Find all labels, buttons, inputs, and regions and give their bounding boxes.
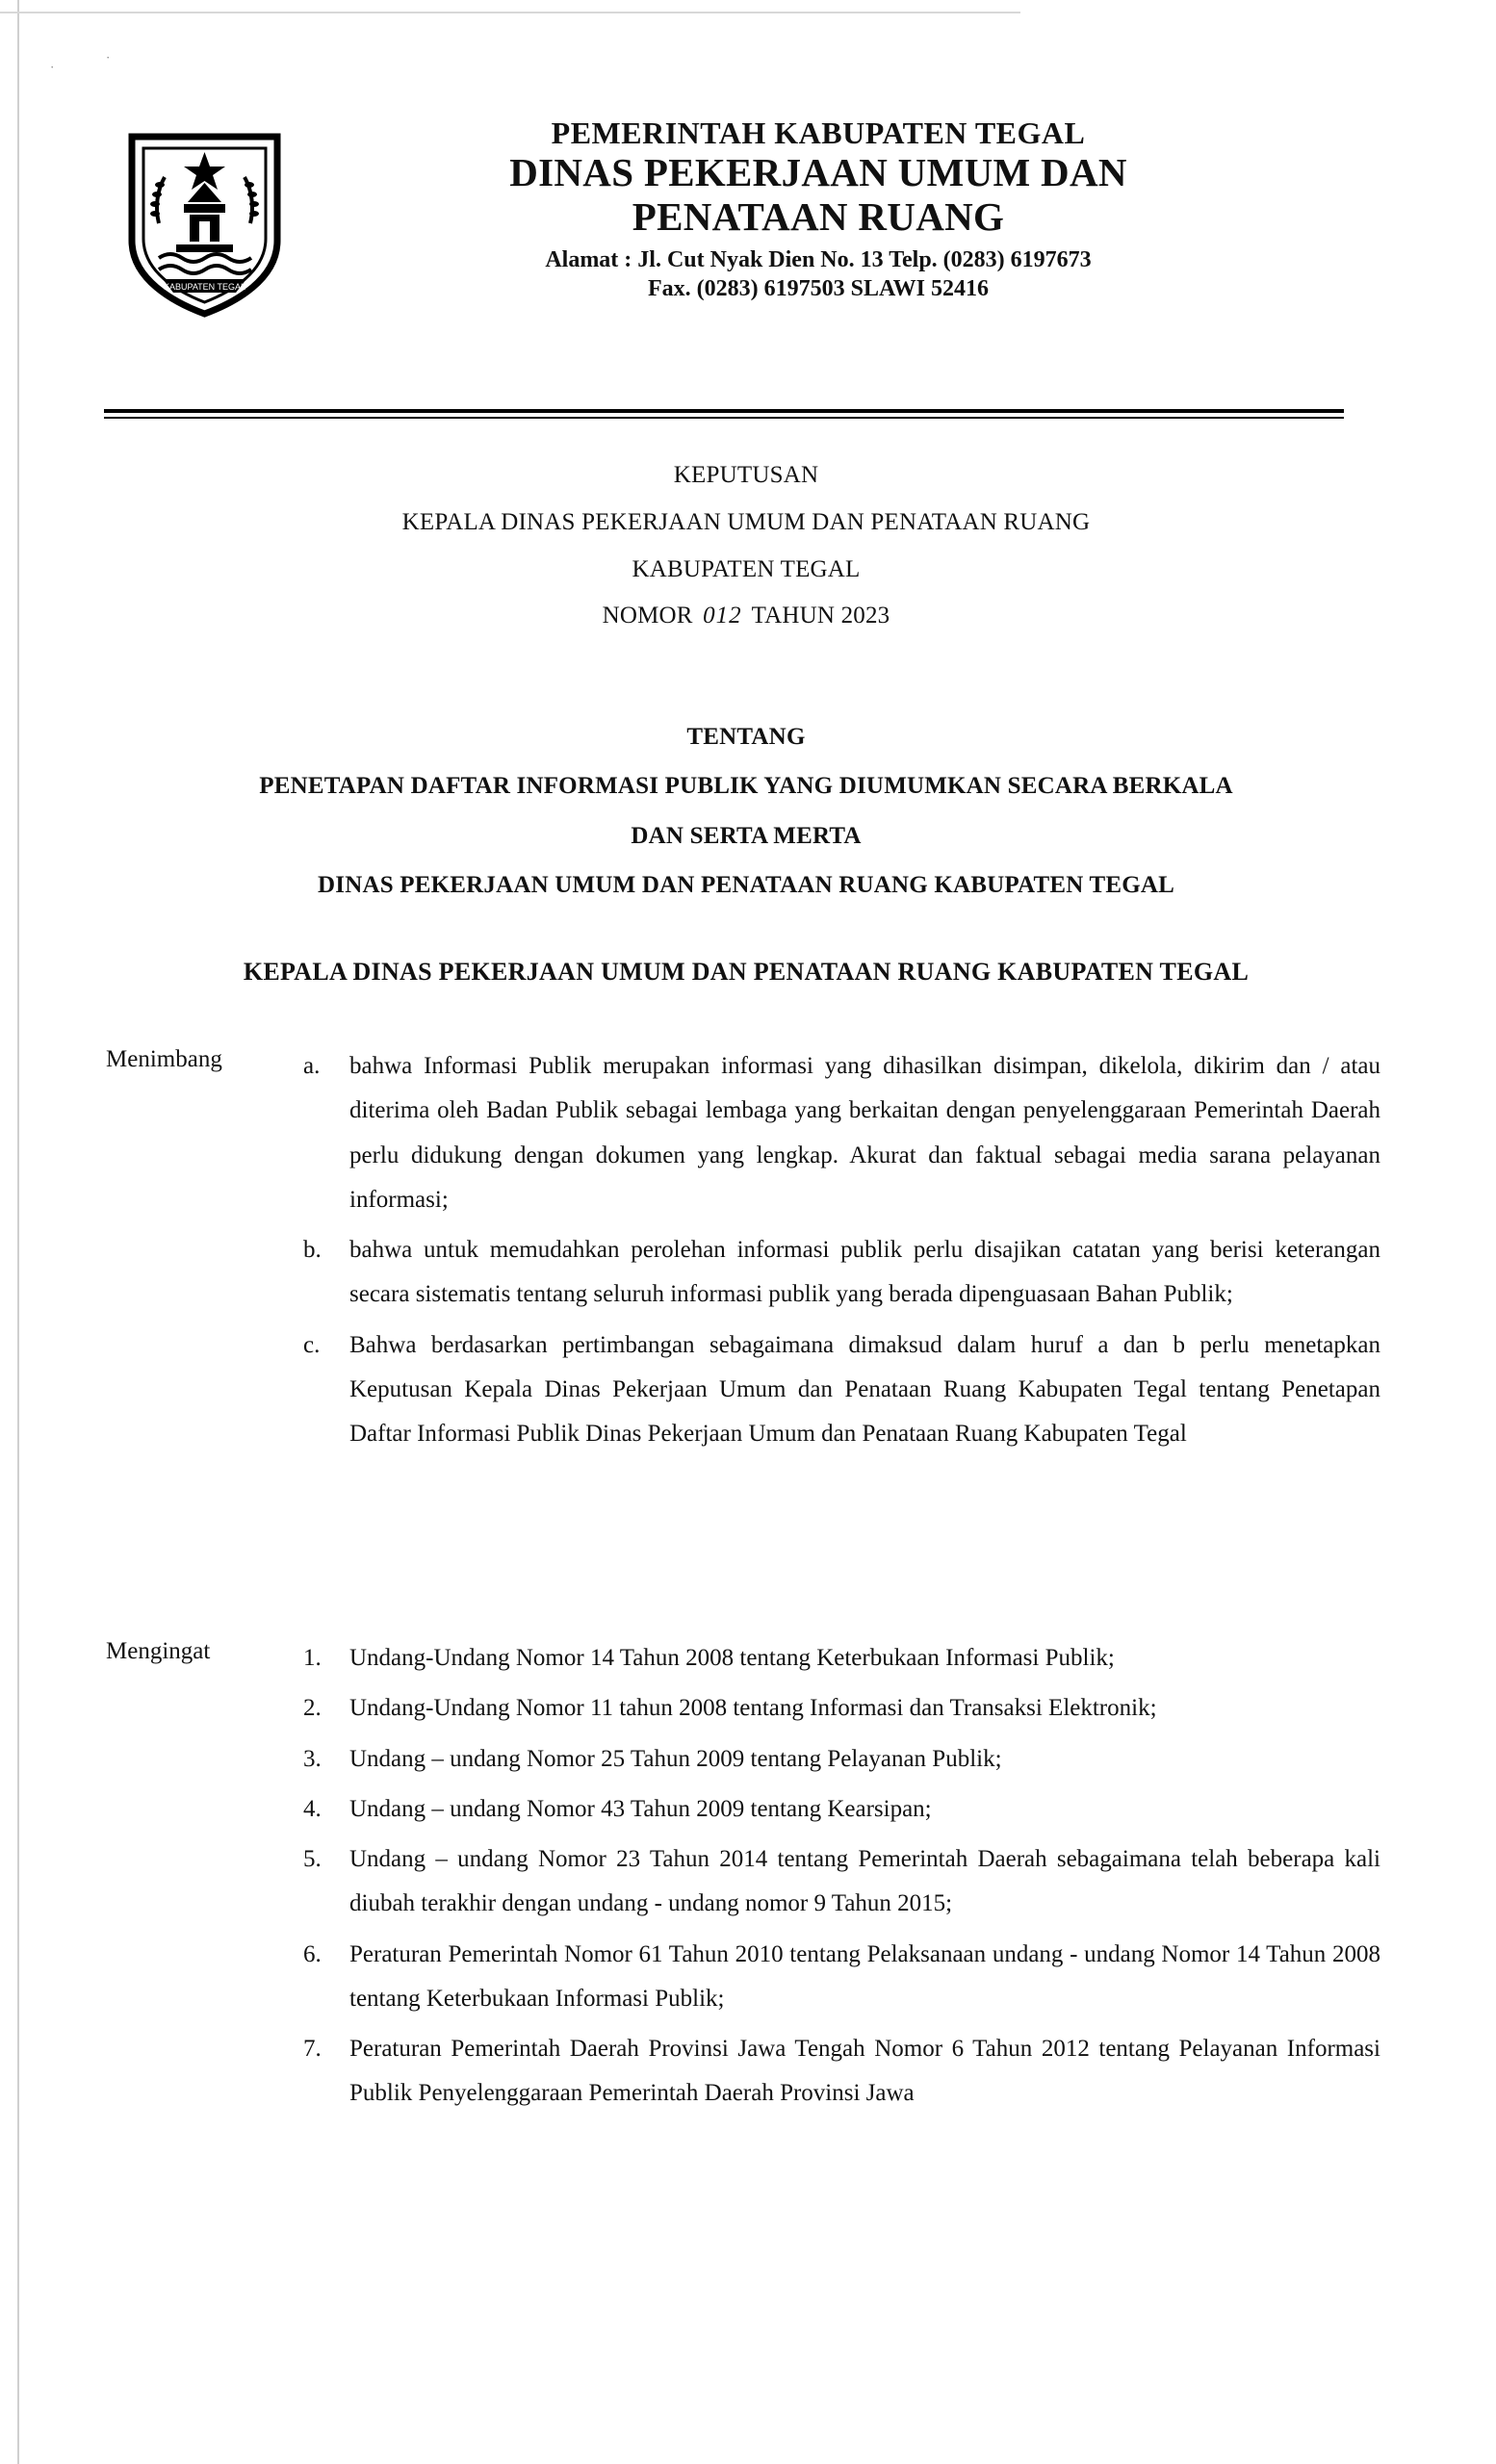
list-item-marker: 4. bbox=[303, 1795, 322, 1822]
list-item-marker: 3. bbox=[303, 1745, 322, 1772]
address-line: Alamat : Jl. Cut Nyak Dien No. 13 Telp. (0283) 6197673 bbox=[545, 246, 1092, 272]
subject-line-1: PENETAPAN DAFTAR INFORMASI PUBLIK YANG DIUMUMKAN SECARA BERKALA bbox=[259, 773, 1233, 800]
list-item bbox=[303, 1787, 1386, 1832]
title-regency: KABUPATEN TEGAL bbox=[632, 555, 861, 582]
list-item-marker: c. bbox=[303, 1331, 321, 1358]
list-item-marker: 5. bbox=[303, 1846, 322, 1872]
list-item-text: Undang-Undang Nomor 11 tahun 2008 tentang Informasi dan Transaksi Elektronik; bbox=[349, 1695, 1157, 1722]
department-name-line1: DINAS PEKERJAAN UMUM DAN bbox=[509, 149, 1127, 194]
list-item bbox=[303, 2027, 1386, 2117]
list-item bbox=[303, 1636, 1386, 1681]
scan-edge-line-top bbox=[0, 12, 1020, 13]
list-item-marker: b. bbox=[303, 1237, 322, 1263]
subject-line-3: DINAS PEKERJAAN UMUM DAN PENATAAN RUANG KABUPATEN TEGAL bbox=[318, 871, 1174, 898]
nomor-year: TAHUN 2023 bbox=[751, 603, 890, 629]
issuing-authority: KEPALA DINAS PEKERJAAN UMUM DAN PENATAAN RUANG KABUPATEN TEGAL bbox=[243, 958, 1250, 986]
scan-edge-line-left bbox=[17, 0, 19, 2464]
scan-speck-icon: · bbox=[106, 50, 111, 64]
subject-block bbox=[116, 712, 1377, 910]
letterhead bbox=[96, 116, 1386, 320]
list-item bbox=[303, 1933, 1386, 2022]
list-item-marker: 2. bbox=[303, 1695, 322, 1722]
list-item bbox=[303, 1228, 1386, 1318]
list-item-text: Bahwa berdasarkan pertimbangan sebagaimana dimaksud dalam huruf a dan b perlu menetapkan Keputusan Kepala Dinas Pekerjaan Umum dan Penataan Ruang Kabupaten Tegal tentang Penetapan Daftar Informasi Publik Dinas Pekerjaan Umum dan Penataan Ruang Kabupaten Tegal bbox=[349, 1331, 1380, 1447]
list-item bbox=[303, 1323, 1386, 1457]
list-item-marker: 7. bbox=[303, 2036, 322, 2062]
document-number-line bbox=[154, 593, 1338, 640]
list-item-text: Undang – undang Nomor 23 Tahun 2014 tentang Pemerintah Daerah sebagaimana telah beberapa kali diubah terakhir dengan undang - undang nomor 9 Tahun 2015; bbox=[349, 1846, 1380, 1917]
menimbang-label: Menimbang bbox=[106, 1046, 222, 1072]
tentang-heading: TENTANG bbox=[686, 724, 806, 750]
menimbang-items bbox=[303, 1044, 1386, 1462]
header-divider bbox=[104, 409, 1344, 419]
document-title-block bbox=[154, 452, 1338, 640]
fax-line: Fax. (0283) 6197503 SLAWI 52416 bbox=[647, 275, 989, 301]
title-authority: KEPALA DINAS PEKERJAAN UMUM DAN PENATAAN RUANG bbox=[401, 508, 1091, 535]
nomor-label: NOMOR bbox=[602, 603, 693, 629]
mengingat-items bbox=[303, 1636, 1386, 2122]
list-item-text: Undang – undang Nomor 43 Tahun 2009 tentang Kearsipan; bbox=[349, 1795, 932, 1822]
svg-text:KABUPATEN TEGAL: KABUPATEN TEGAL bbox=[163, 282, 246, 292]
list-item-marker: 1. bbox=[303, 1645, 322, 1671]
list-item-text: bahwa untuk memudahkan perolehan informasi publik perlu disajikan catatan yang berisi keterangan secara sistematis tentang seluruh informasi publik yang berada dipenguasaan Bahan Publik; bbox=[349, 1237, 1380, 1308]
list-item-text: Undang-Undang Nomor 14 Tahun 2008 tentang Keterbukaan Informasi Publik; bbox=[349, 1645, 1115, 1671]
subject-line-2: DAN SERTA MERTA bbox=[631, 822, 862, 849]
letterhead-text bbox=[250, 116, 1386, 303]
header-divider-thick bbox=[104, 409, 1344, 413]
government-name: PEMERINTAH KABUPATEN TEGAL bbox=[551, 116, 1086, 150]
list-item bbox=[303, 1737, 1386, 1782]
list-item-text: Undang – undang Nomor 25 Tahun 2009 tentang Pelayanan Publik; bbox=[349, 1745, 1002, 1772]
list-item bbox=[303, 1686, 1386, 1731]
nomor-value: 012 bbox=[703, 603, 742, 629]
menimbang-section bbox=[106, 1044, 1386, 1462]
list-item bbox=[303, 1044, 1386, 1222]
mengingat-label: Mengingat bbox=[106, 1638, 211, 1664]
list-item-text: Peraturan Pemerintah Nomor 61 Tahun 2010 tentang Pelaksanaan undang - undang Nomor 14 Tahun 2008 tentang Keterbukaan Informasi Publik; bbox=[349, 1940, 1380, 2012]
mengingat-section bbox=[106, 1636, 1386, 2122]
list-item-marker: a. bbox=[303, 1053, 321, 1079]
department-name-line2: PENATAAN RUANG bbox=[632, 193, 1005, 239]
header-divider-thin bbox=[104, 417, 1344, 419]
list-item bbox=[303, 1837, 1386, 1927]
list-item-text: Peraturan Pemerintah Daerah Provinsi Jawa Tengah Nomor 6 Tahun 2012 tentang Pelayanan Informasi Publik Penyelenggaraan Pemerintah Daerah Provinsi Jawa bbox=[349, 2036, 1380, 2107]
title-keputusan: KEPUTUSAN bbox=[673, 462, 819, 488]
scan-speck-icon: · bbox=[50, 60, 55, 74]
list-item-text: bahwa Informasi Publik merupakan informasi yang dihasilkan disimpan, dikelola, dikirim dan / atau diterima oleh Badan Publik sebagai lembaga yang berkaitan dengan penyelenggaraan Pemerintah Daerah perlu didukung dengan dokumen yang lengkap. Akurat dan faktual sebagai media sarana pelayanan informasi; bbox=[349, 1053, 1380, 1213]
list-item-marker: 6. bbox=[303, 1940, 322, 1967]
